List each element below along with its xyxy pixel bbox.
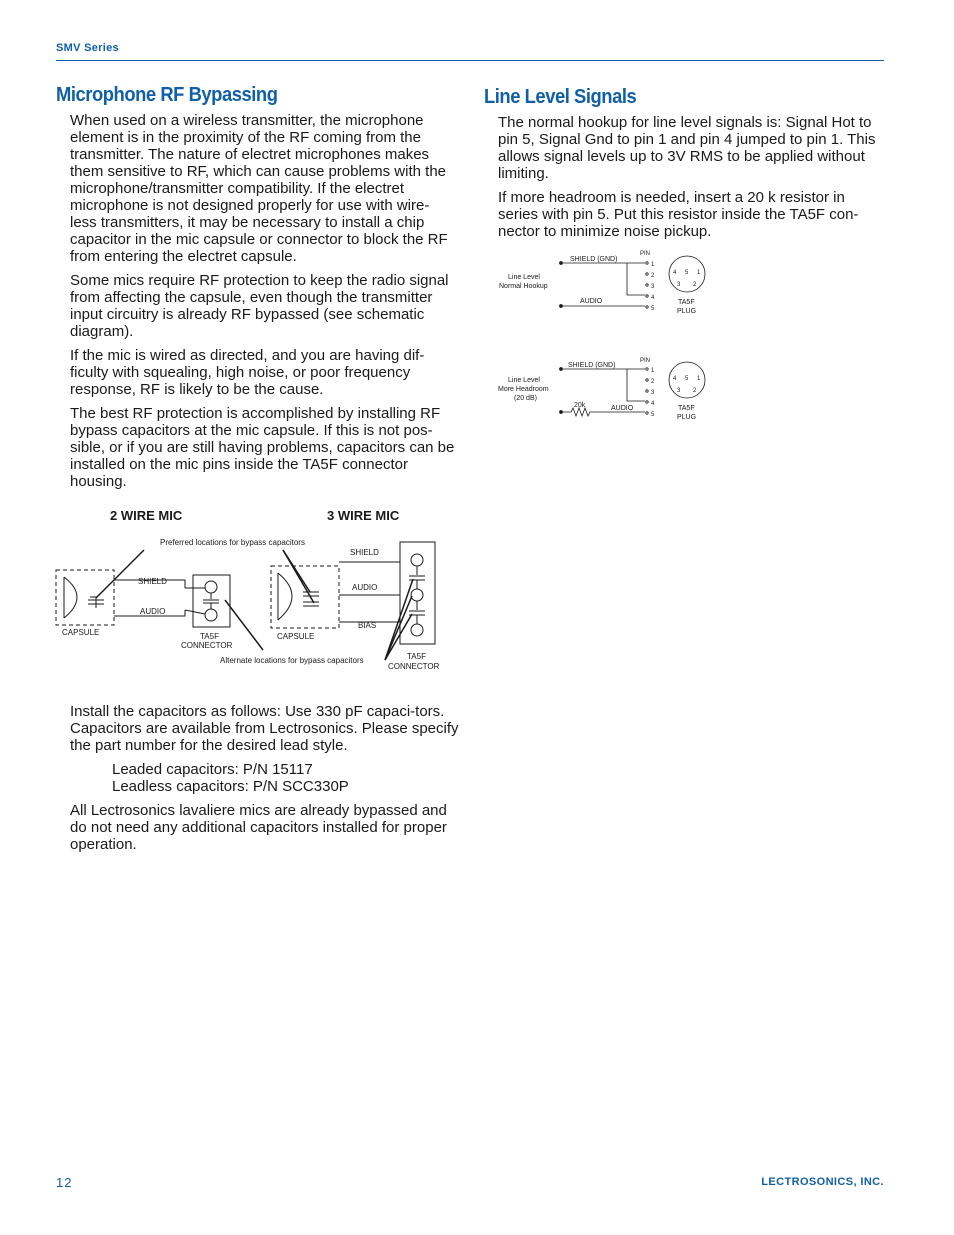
label-capsule: CAPSULE (62, 628, 100, 637)
pin-3: 3 (651, 390, 655, 396)
plug-pin-2: 2 (693, 388, 697, 394)
pin-5: 5 (651, 412, 655, 418)
ta5f-connector-3wire (400, 542, 435, 644)
alternate-arrows (225, 579, 413, 660)
label-more-headroom: More Headroom (498, 386, 549, 393)
section-title-line-level: Line Level Signals (484, 86, 637, 108)
paragraph: Some mics require RF protection to keep the radio signal from affecting the capsule, even though the transmitter input circuitry is already RF bypassed (see schematic diagram). (70, 272, 449, 340)
paragraph: The normal hookup for line level signals is: Signal Hot to pin 5, Signal Gnd to pin 1 and pin 4 jumped to pin 1. This allows signal levels up to 3V RMS to be applied without limiting. (498, 114, 876, 182)
label-20k-resistor: 20k (574, 402, 586, 409)
line-level-headroom-diagram (495, 354, 715, 426)
pin-2: 2 (651, 379, 655, 385)
mic-bypass-schematic (50, 500, 460, 680)
wiring (560, 262, 649, 309)
label-shield-gnd: SHIELD (GND) (570, 256, 618, 263)
line-level-normal-diagram (495, 248, 715, 318)
label-shield: SHIELD (138, 577, 167, 586)
wiring (560, 368, 649, 417)
label-ta5f: TA5F (678, 299, 695, 306)
label-audio-3wire: AUDIO (352, 583, 378, 592)
brand-name: LECTROSONICS, INC. (761, 1176, 884, 1188)
label-audio: AUDIO (140, 607, 166, 616)
plug-pin-3: 3 (677, 282, 681, 288)
section-title-rf-bypassing: Microphone RF Bypassing (56, 84, 278, 106)
pin-1: 1 (651, 368, 655, 374)
leadless-part: Leadless capacitors: P/N SCC330P (112, 778, 349, 795)
paragraph: If more headroom is needed, insert a 20 k resistor in series with pin 5. Put this resistor inside the TA5F con-nector to minimize noise pickup. (498, 189, 859, 240)
label-shield-3wire: SHIELD (350, 548, 379, 557)
page-number: 12 (56, 1175, 73, 1190)
capacitor-part-list (70, 761, 460, 795)
series-label: SMV Series (56, 42, 119, 54)
label-audio: AUDIO (580, 298, 603, 305)
label-bias: BIAS (358, 621, 377, 630)
plug-pin-1: 1 (697, 270, 701, 276)
label-ta5f: TA5F (678, 405, 695, 412)
label-ta5f: TA5F (200, 632, 219, 641)
plug-pin-2: 2 (693, 282, 697, 288)
header-rule (56, 60, 884, 61)
alternate-locations-label: Alternate locations for bypass capacitors (220, 656, 364, 665)
rf-bypass-body (70, 112, 455, 497)
plug-pin-1: 1 (697, 376, 701, 382)
pin-4: 4 (651, 401, 655, 407)
paragraph: The best RF protection is accomplished by installing RF bypass capacitors at the mic capsule. If this is not pos-sible, or if you are still having problems, capacitors can be installed on the mic pins inside the TA5F connector housing. (70, 405, 455, 490)
install-body (70, 703, 460, 860)
label-connector-3wire: CONNECTOR (388, 662, 440, 671)
label-pin: PIN (640, 251, 651, 257)
paragraph: All Lectrosonics lavaliere mics are already bypassed and do not need any additional capacitors installed for proper operation. (70, 802, 447, 853)
pin-2: 2 (651, 273, 655, 279)
label-plug: PLUG (677, 414, 697, 421)
plug-pin-5: 5 (685, 376, 689, 382)
label-audio: AUDIO (611, 405, 634, 412)
paragraph: If the mic is wired as directed, and you are having dif-ficulty with squealing, high noise, or poor frequency response, RF is likely to be the cause. (70, 347, 425, 398)
paragraph: When used on a wireless transmitter, the microphone element is in the proximity of the RF coming from the transmitter. The nature of electret microphones makes them sensitive to RF, which can cause problems with the microphone/transmitter compatibility. If the electret microphone is not designed properly for use with wire-less transmitters, it may be necessary to install a chip capacitor in the mic capsule or connector to block the RF from entering the electret capsule. (70, 112, 448, 265)
capsule-3wire (271, 555, 400, 628)
label-connector: CONNECTOR (181, 641, 233, 650)
label-20db: (20 dB) (514, 395, 537, 402)
preferred-locations-label: Preferred locations for bypass capacitors (160, 538, 305, 547)
label-ta5f-3wire: TA5F (407, 652, 426, 661)
plug-pin-4: 4 (673, 376, 677, 382)
plug-pin-5: 5 (685, 270, 689, 276)
label-capsule-3wire: CAPSULE (277, 632, 315, 641)
label-line-level: Line Level (508, 377, 540, 384)
heading-2-wire-mic: 2 WIRE MIC (110, 508, 183, 523)
label-line-level: Line Level (508, 274, 540, 281)
pin-5: 5 (651, 306, 655, 312)
ta5f-connector-2wire (185, 575, 230, 627)
heading-3-wire-mic: 3 WIRE MIC (327, 508, 400, 523)
label-plug: PLUG (677, 308, 697, 315)
label-shield-gnd: SHIELD (GND) (568, 362, 616, 369)
pin-1: 1 (651, 262, 655, 268)
line-level-body (498, 114, 883, 247)
pin-4: 4 (651, 295, 655, 301)
plug-pin-3: 3 (677, 388, 681, 394)
leaded-part: Leaded capacitors: P/N 15117 (112, 761, 313, 778)
label-pin: PIN (640, 358, 651, 364)
label-normal-hookup: Normal Hookup (499, 283, 548, 290)
pin-3: 3 (651, 284, 655, 290)
plug-pin-4: 4 (673, 270, 677, 276)
paragraph: Install the capacitors as follows: Use 330 pF capaci-tors. Capacitors are available from Lectrosonics. Please specify the part number for the desired lead style. (70, 703, 459, 754)
